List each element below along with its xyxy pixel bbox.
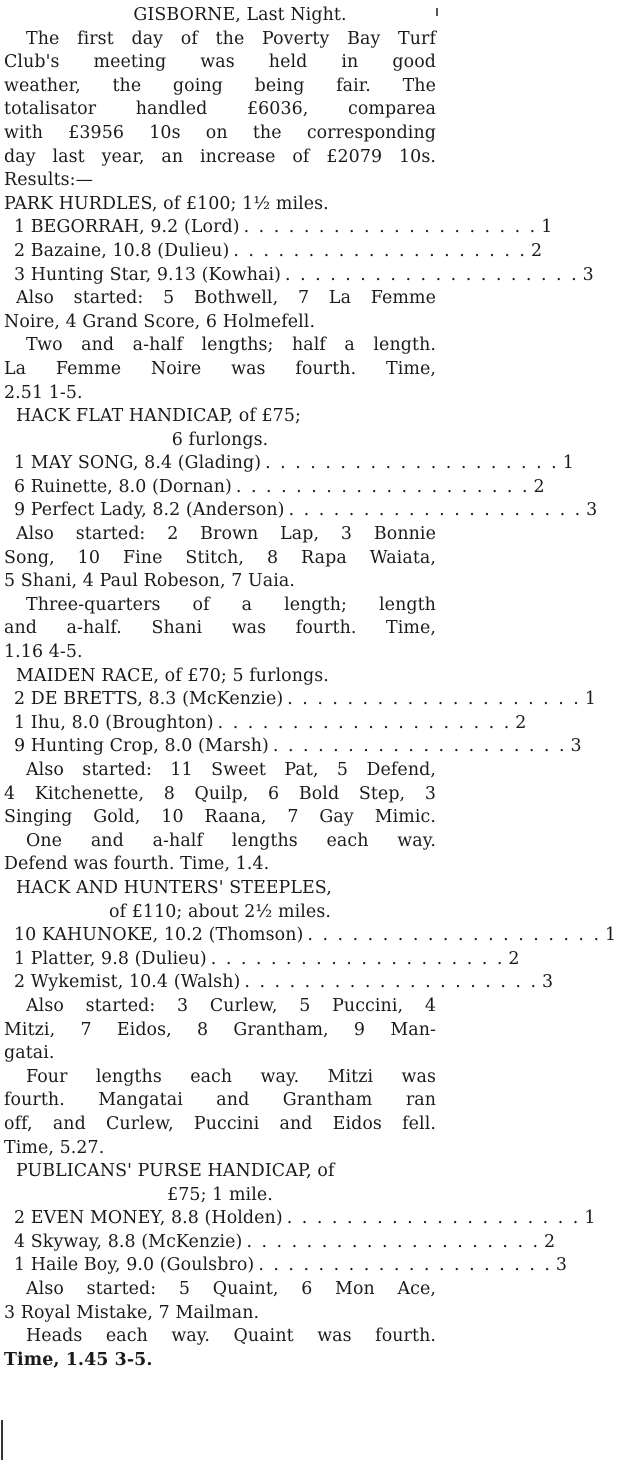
placing: 3 bbox=[586, 500, 598, 521]
runner: 6 Ruinette, 8.0 (Dornan) bbox=[14, 476, 232, 497]
placing: 2 bbox=[544, 1231, 556, 1252]
placing: 1 bbox=[562, 453, 574, 474]
runner: 1 Haile Boy, 9.0 (Goulsbro) bbox=[14, 1255, 255, 1276]
result-row bbox=[4, 735, 582, 759]
intro-paragraph bbox=[4, 28, 436, 193]
leader-dots: . . . . . . . . . . . . . . . . . . . . bbox=[243, 217, 538, 238]
intro-line: weather, the going being fair. The bbox=[4, 75, 436, 96]
race-title: MAIDEN RACE, of £70; 5 furlongs. bbox=[16, 665, 329, 686]
race-note-line: Time, 1.45 3-5. bbox=[4, 1349, 153, 1370]
news-column bbox=[4, 4, 617, 1372]
result-row bbox=[4, 971, 554, 995]
race-note-line: Noire, 4 Grand Score, 6 Holmefell. bbox=[4, 311, 316, 332]
race-note-line: Also started: 3 Curlew, 5 Puccini, 4 bbox=[26, 995, 436, 1016]
placing: 3 bbox=[570, 736, 582, 757]
runner: 2 EVEN MONEY, 8.8 (Holden) bbox=[14, 1208, 283, 1229]
result-row bbox=[4, 452, 574, 476]
race-title: HACK AND HUNTERS' STEEPLES, bbox=[16, 877, 332, 898]
placing: 1 bbox=[584, 689, 596, 710]
race-note-line: Mitzi, 7 Eidos, 8 Grantham, 9 Man- bbox=[4, 1019, 436, 1040]
race-note-line: Also started: 2 Brown Lap, 3 Bonnie bbox=[16, 524, 436, 545]
race-title: of £110; about 2½ miles. bbox=[109, 901, 331, 922]
intro-line: with £3956 10s on the corresponding bbox=[4, 122, 436, 143]
result-row bbox=[4, 712, 527, 736]
result-row bbox=[4, 240, 543, 264]
intro-line: day last year, an increase of £2079 10s. bbox=[4, 146, 436, 167]
race-park-hurdles bbox=[4, 193, 594, 405]
race-title: £75; 1 mile. bbox=[167, 1184, 273, 1205]
result-row bbox=[4, 1231, 556, 1255]
column-rule bbox=[1, 1420, 3, 1460]
placing: 1 bbox=[584, 1208, 596, 1229]
runner: 9 Hunting Crop, 8.0 (Marsh) bbox=[14, 736, 269, 757]
race-note-line: Time, 5.27. bbox=[4, 1137, 105, 1158]
race-note-line: 1.16 4-5. bbox=[4, 642, 83, 663]
race-note-line: La Femme Noire was fourth. Time, bbox=[4, 358, 436, 379]
race-note-line: Heads each way. Quaint was fourth. bbox=[26, 1326, 436, 1347]
intro-line: The first day of the Poverty Bay Turf bbox=[26, 28, 436, 49]
race-title: PUBLICANS' PURSE HANDICAP, of bbox=[16, 1161, 335, 1182]
race-note-line: Singing Gold, 10 Raana, 7 Gay Mimic. bbox=[4, 807, 436, 828]
leader-dots: . . . . . . . . . . . . . . . . . . . . bbox=[217, 712, 512, 733]
result-row bbox=[4, 1254, 568, 1278]
race-publicans-purse-handicap bbox=[4, 1160, 596, 1372]
race-title: HACK FLAT HANDICAP, of £75; bbox=[16, 406, 301, 427]
intro-line: totalisator handled £6036, comparea bbox=[4, 99, 436, 120]
race-hack-and-hunters-steeples bbox=[4, 877, 617, 1160]
race-title: PARK HURDLES, of £100; 1½ miles. bbox=[4, 193, 329, 214]
result-row bbox=[4, 264, 594, 288]
placing: 3 bbox=[555, 1255, 568, 1276]
race-note-line: and a-half. Shani was fourth. Time, bbox=[4, 618, 436, 639]
race-note-line: Also started: 11 Sweet Pat, 5 Defend, bbox=[26, 760, 436, 780]
race-note-line: Also started: 5 Bothwell, 7 La Femme bbox=[16, 288, 436, 309]
race-note-line: 4 Kitchenette, 8 Quilp, 6 Bold Step, 3 bbox=[4, 783, 436, 804]
runner: 10 KAHUNOKE, 10.2 (Thomson) bbox=[14, 925, 304, 946]
leader-dots: . . . . . . . . . . . . . . . . . . . . bbox=[233, 240, 527, 261]
race-note-line: Song, 10 Fine Stitch, 8 Rapa Waiata, bbox=[4, 547, 436, 568]
runner: 2 Wykemist, 10.4 (Walsh) bbox=[14, 972, 241, 993]
race-note-line: Three-quarters of a length; length bbox=[26, 594, 436, 615]
dateline: GISBORNE, Last Night. bbox=[133, 5, 347, 25]
runner: 9 Perfect Lady, 8.2 (Anderson) bbox=[14, 500, 285, 521]
race-note-line: 3 Royal Mistake, 7 Mailman. bbox=[4, 1302, 260, 1323]
runner: 2 Bazaine, 10.8 (Dulieu) bbox=[14, 240, 230, 261]
leader-dots: . . . . . . . . . . . . . . . . . . . . bbox=[288, 500, 583, 521]
leader-dots: . . . . . . . . . . . . . . . . . . . . bbox=[307, 925, 602, 946]
leader-dots: . . . . . . . . . . . . . . . . . . . . bbox=[286, 1208, 581, 1229]
placing: 3 bbox=[542, 972, 554, 993]
race-note-line: gatai. bbox=[4, 1043, 55, 1064]
result-row bbox=[4, 688, 596, 712]
runner: 1 MAY SONG, 8.4 (Glading) bbox=[14, 453, 262, 474]
race-note-line: 5 Shani, 4 Paul Robeson, 7 Uaia. bbox=[4, 571, 295, 592]
leader-dots: . . . . . . . . . . . . . . . . . . . . bbox=[272, 736, 567, 757]
placing: 3 bbox=[582, 264, 594, 285]
scan-mark bbox=[436, 8, 438, 16]
placing: 1 bbox=[605, 925, 617, 946]
race-note-line: off, and Curlew, Puccini and Eidos fell. bbox=[4, 1113, 436, 1134]
placing: 2 bbox=[508, 948, 520, 969]
intro-line: Results:— bbox=[4, 170, 94, 191]
runner: 1 Ihu, 8.0 (Broughton) bbox=[14, 712, 214, 733]
race-note-line: One and a-half lengths each way. bbox=[26, 830, 436, 851]
result-row bbox=[4, 924, 617, 948]
result-row bbox=[4, 948, 520, 972]
race-note-line: Four lengths each way. Mitzi was bbox=[26, 1066, 436, 1087]
race-maiden-race bbox=[4, 665, 596, 877]
intro-line: Club's meeting was held in good bbox=[4, 52, 436, 73]
leader-dots: . . . . . . . . . . . . . . . . . . . . bbox=[210, 948, 505, 969]
placing: 2 bbox=[515, 712, 527, 733]
leader-dots: . . . . . . . . . . . . . . . . . . . . bbox=[246, 1231, 541, 1252]
leader-dots: . . . . . . . . . . . . . . . . . . . . bbox=[258, 1255, 552, 1276]
placing: 2 bbox=[533, 476, 545, 497]
race-note-line: 2.51 1-5. bbox=[4, 382, 83, 403]
placing: 2 bbox=[530, 240, 543, 261]
leader-dots: . . . . . . . . . . . . . . . . . . . . bbox=[287, 689, 581, 710]
runner: 1 Platter, 9.8 (Dulieu) bbox=[14, 948, 207, 969]
race-note-line: Defend was fourth. Time, 1.4. bbox=[4, 854, 270, 875]
leader-dots: . . . . . . . . . . . . . . . . . . . . bbox=[244, 972, 538, 993]
runner: 1 BEGORRAH, 9.2 (Lord) bbox=[14, 217, 240, 238]
runner: 4 Skyway, 8.8 (McKenzie) bbox=[14, 1231, 243, 1252]
result-row bbox=[4, 1207, 596, 1231]
race-note-line: Also started: 5 Quaint, 6 Mon Ace, bbox=[26, 1279, 436, 1300]
leader-dots: . . . . . . . . . . . . . . . . . . . . bbox=[235, 476, 530, 497]
result-row bbox=[4, 499, 598, 523]
result-row bbox=[4, 216, 553, 240]
placing: 1 bbox=[541, 217, 553, 238]
runner: 2 DE BRETTS, 8.3 (McKenzie) bbox=[14, 689, 284, 710]
race-note-line: Two and a-half lengths; half a length. bbox=[26, 335, 436, 356]
leader-dots: . . . . . . . . . . . . . . . . . . . . bbox=[265, 453, 559, 474]
race-title: 6 furlongs. bbox=[171, 429, 269, 450]
race-hack-flat-handicap bbox=[4, 405, 598, 665]
leader-dots: . . . . . . . . . . . . . . . . . . . . bbox=[285, 264, 579, 285]
race-note-line: fourth. Mangatai and Grantham ran bbox=[4, 1090, 436, 1111]
runner: 3 Hunting Star, 9.13 (Kowhai) bbox=[14, 264, 282, 285]
result-row bbox=[4, 476, 545, 500]
